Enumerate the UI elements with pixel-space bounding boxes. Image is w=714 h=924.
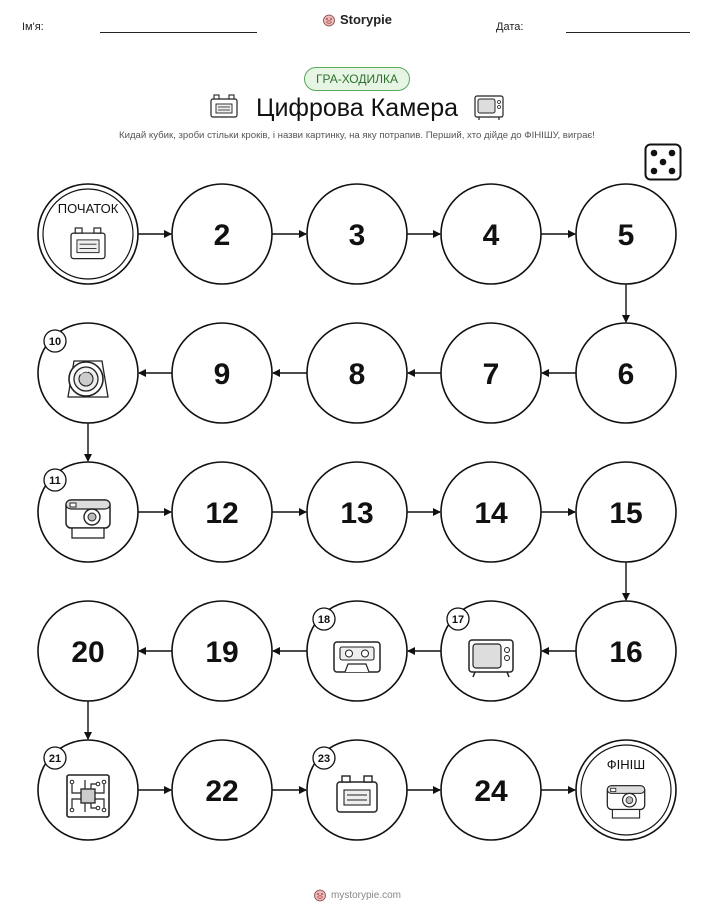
cell-number: 20 [71,636,105,669]
instant-camera-icon [66,500,110,538]
board-cell-24 [441,740,541,840]
board-cell-17 [441,601,541,701]
board-cell-19 [172,601,272,701]
start-label: ПОЧАТОК [57,201,119,216]
cell-number-badge-label: 11 [49,475,61,487]
board-cell-5 [576,184,676,284]
board-cell-14 [441,462,541,562]
footer [0,888,714,902]
cell-number: 24 [474,775,508,808]
name-label: Ім'я: [22,21,44,33]
date-label: Дата: [496,21,524,33]
footer-url: mystorypie.com [330,889,401,901]
board-cell-23 [307,740,407,840]
board-cell-7 [441,323,541,423]
cell-number-badge-label: 21 [48,753,62,765]
board-cell-9 [172,323,272,423]
cell-number: 9 [213,358,231,391]
cell-number-badge-label: 18 [317,614,331,626]
board-cell-20 [38,601,138,701]
instant-camera-icon [607,786,644,818]
board-cell-4 [441,184,541,284]
pig-icon [313,888,327,902]
board-cell-2 [172,184,272,284]
cell-number: 7 [482,358,500,391]
page-title: Цифрова Камера [255,94,459,122]
board-cell-11 [38,462,138,562]
cell-number: 22 [205,775,239,808]
instructions: Кидай кубик, зроби стільки кроків, і назви картинку, на яку потрапив. Перший, хто дійде до ФІНІШУ, виграє! [119,130,595,141]
brand-name: Storypie [339,12,392,27]
cell-number-badge-label: 23 [317,753,331,765]
board-cell-21 [38,740,138,840]
board-cell-12 [172,462,272,562]
cell-number: 14 [474,497,508,530]
board-cell-15 [576,462,676,562]
board-cell-6 [576,323,676,423]
cell-number: 16 [609,636,643,669]
game-type-badge: ГРА-ХОДИЛКА [304,67,410,91]
microchip-icon [67,775,109,817]
cell-number-badge-label: 17 [451,614,465,626]
cell-number: 8 [348,358,366,391]
cell-number-badge-label: 10 [48,336,62,348]
board-cell-22 [172,740,272,840]
cell-number: 13 [340,497,374,530]
cell-number: 12 [205,497,239,530]
cell-number: 2 [213,219,231,252]
cell-number: 6 [617,358,635,391]
cassette-tape-icon [334,642,380,672]
car-battery-icon [71,228,105,259]
cell-number: 19 [205,636,239,669]
board-cell-8 [307,323,407,423]
cell-number: 4 [482,219,500,252]
board-cell-25 [576,740,676,840]
cell-number: 3 [348,219,366,252]
cell-number: 15 [609,497,643,530]
board-cell-1 [38,184,138,284]
car-battery-icon [337,776,377,812]
board-cell-13 [307,462,407,562]
board-cell-18 [307,601,407,701]
board-cell-10 [38,323,138,423]
finish-label: ФІНІШ [606,757,646,772]
retro-tv-icon [469,640,513,677]
board-cell-16 [576,601,676,701]
cell-number: 5 [617,219,635,252]
board-cell-3 [307,184,407,284]
camera-lens-icon [68,361,108,397]
